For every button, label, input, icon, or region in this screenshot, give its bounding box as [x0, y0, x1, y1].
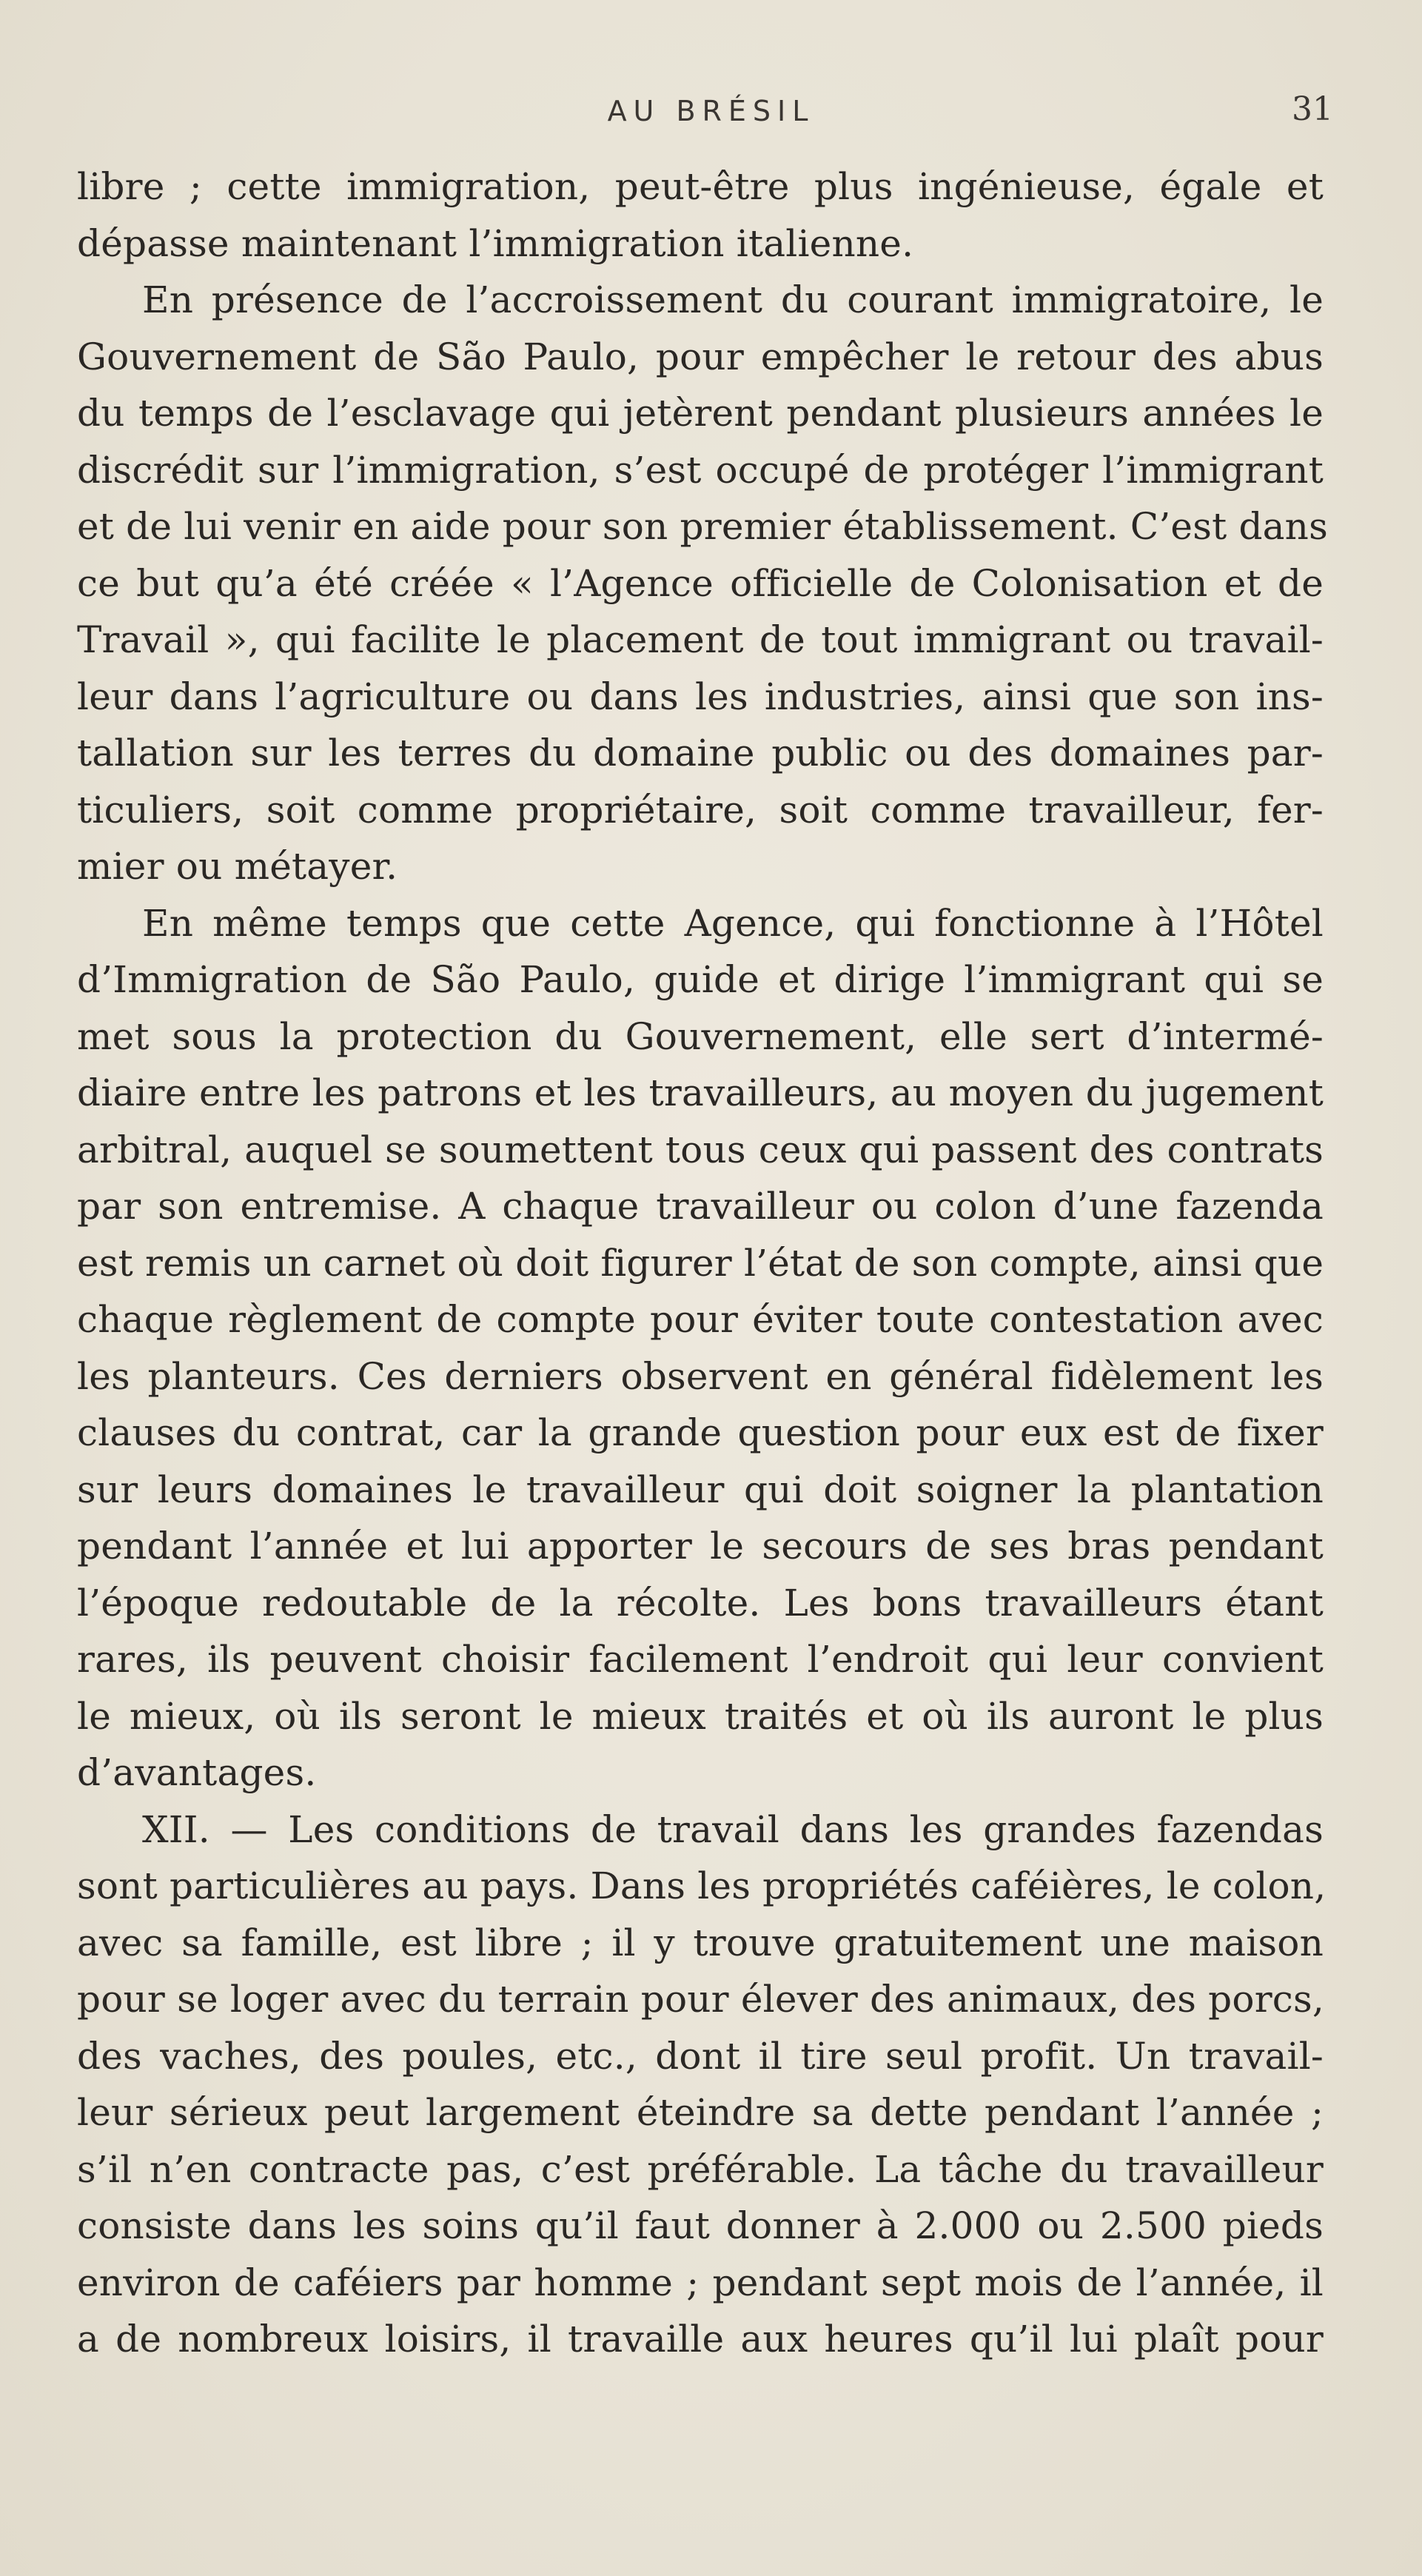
text-line: mier ou métayer. — [77, 845, 398, 888]
text-line: pendant l’année et lui apporter le secours de ses bras pendant — [77, 1525, 1324, 1568]
body-text — [77, 158, 1328, 2368]
text-line: d’avantages. — [77, 1751, 317, 1794]
text-line: XII. — Les conditions de travail dans les grandes fazendas — [142, 1807, 1324, 1851]
text-line: les planteurs. Ces derniers observent en général fidèlement les — [77, 1354, 1324, 1398]
text-line: sont particulières au pays. Dans les propriétés caféières, le colon, — [77, 1864, 1327, 1907]
text-line: leur sérieux peut largement éteindre sa dette pendant l’année ; — [77, 2091, 1324, 2134]
text-line: Gouvernement de São Paulo, pour empêcher le retour des abus — [77, 335, 1324, 378]
text-line: chaque règlement de compte pour éviter toute contestation avec — [77, 1298, 1324, 1341]
text-line: dépasse maintenant l’immigration italienne. — [77, 221, 914, 265]
text-line: et de lui venir en aide pour son premier établissement. C’est dans — [77, 505, 1328, 548]
text-line: du temps de l’esclavage qui jetèrent pendant plusieurs années le — [77, 392, 1324, 435]
text-line: le mieux, où ils seront le mieux traités et où ils auront le plus — [77, 1694, 1324, 1738]
text-line: libre ; cette immigration, peut-être plus ingénieuse, égale et — [77, 165, 1324, 208]
text-line: s’il n’en contracte pas, c’est préférable. La tâche du travailleur — [77, 2147, 1324, 2191]
text-line: consiste dans les soins qu’il faut donner à 2.000 ou 2.500 pieds — [77, 2204, 1324, 2247]
text-line: d’Immigration de São Paulo, guide et dirige l’immigrant qui se — [77, 958, 1324, 1001]
text-line: est remis un carnet où doit figurer l’état de son compte, ainsi que — [77, 1241, 1324, 1285]
text-line: environ de caféiers par homme ; pendant sept mois de l’année, il — [77, 2261, 1324, 2304]
text-line: discrédit sur l’immigration, s’est occupé de protéger l’immigrant — [77, 448, 1324, 492]
text-line: des vaches, des poules, etc., dont il tire seul profit. Un travail- — [77, 2034, 1324, 2078]
text-line: avec sa famille, est libre ; il y trouve gratuitement une maison — [77, 1921, 1324, 1964]
text-line: ticuliers, soit comme propriétaire, soit comme travailleur, fer- — [77, 788, 1324, 832]
text-line: En même temps que cette Agence, qui fonctionne à l’Hôtel — [142, 901, 1324, 945]
text-line: met sous la protection du Gouvernement, elle sert d’intermé- — [77, 1014, 1324, 1058]
text-line: En présence de l’accroissement du courant immigratoire, le — [142, 278, 1324, 321]
running-head — [0, 90, 1422, 139]
running-title: AU BRÉSIL — [607, 95, 815, 127]
text-line: ce but qu’a été créée « l’Agence officielle de Colonisation et de — [77, 561, 1324, 605]
page-number: 31 — [1292, 90, 1333, 128]
text-line: leur dans l’agriculture ou dans les industries, ainsi que son ins- — [77, 675, 1324, 718]
text-line: arbitral, auquel se soumettent tous ceux qui passent des contrats — [77, 1128, 1324, 1171]
text-line: sur leurs domaines le travailleur qui doit soigner la plantation — [77, 1468, 1324, 1511]
text-line: clauses du contrat, car la grande question pour eux est de fixer — [77, 1411, 1324, 1454]
text-line: diaire entre les patrons et les travailleurs, au moyen du jugement — [77, 1071, 1324, 1114]
text-line: tallation sur les terres du domaine public ou des domaines par- — [77, 732, 1324, 775]
text-line: par son entremise. A chaque travailleur ou colon d’une fazenda — [77, 1185, 1324, 1228]
text-line: l’époque redoutable de la récolte. Les bons travailleurs étant — [77, 1581, 1324, 1625]
text-line: a de nombreux loisirs, il travaille aux heures qu’il lui plaît pour — [77, 2318, 1324, 2361]
text-line: pour se loger avec du terrain pour élever des animaux, des porcs, — [77, 1978, 1324, 2021]
text-line: rares, ils peuvent choisir facilement l’endroit qui leur convient — [77, 1638, 1324, 1681]
text-line: Travail », qui facilite le placement de tout immigrant ou travail- — [77, 618, 1324, 661]
